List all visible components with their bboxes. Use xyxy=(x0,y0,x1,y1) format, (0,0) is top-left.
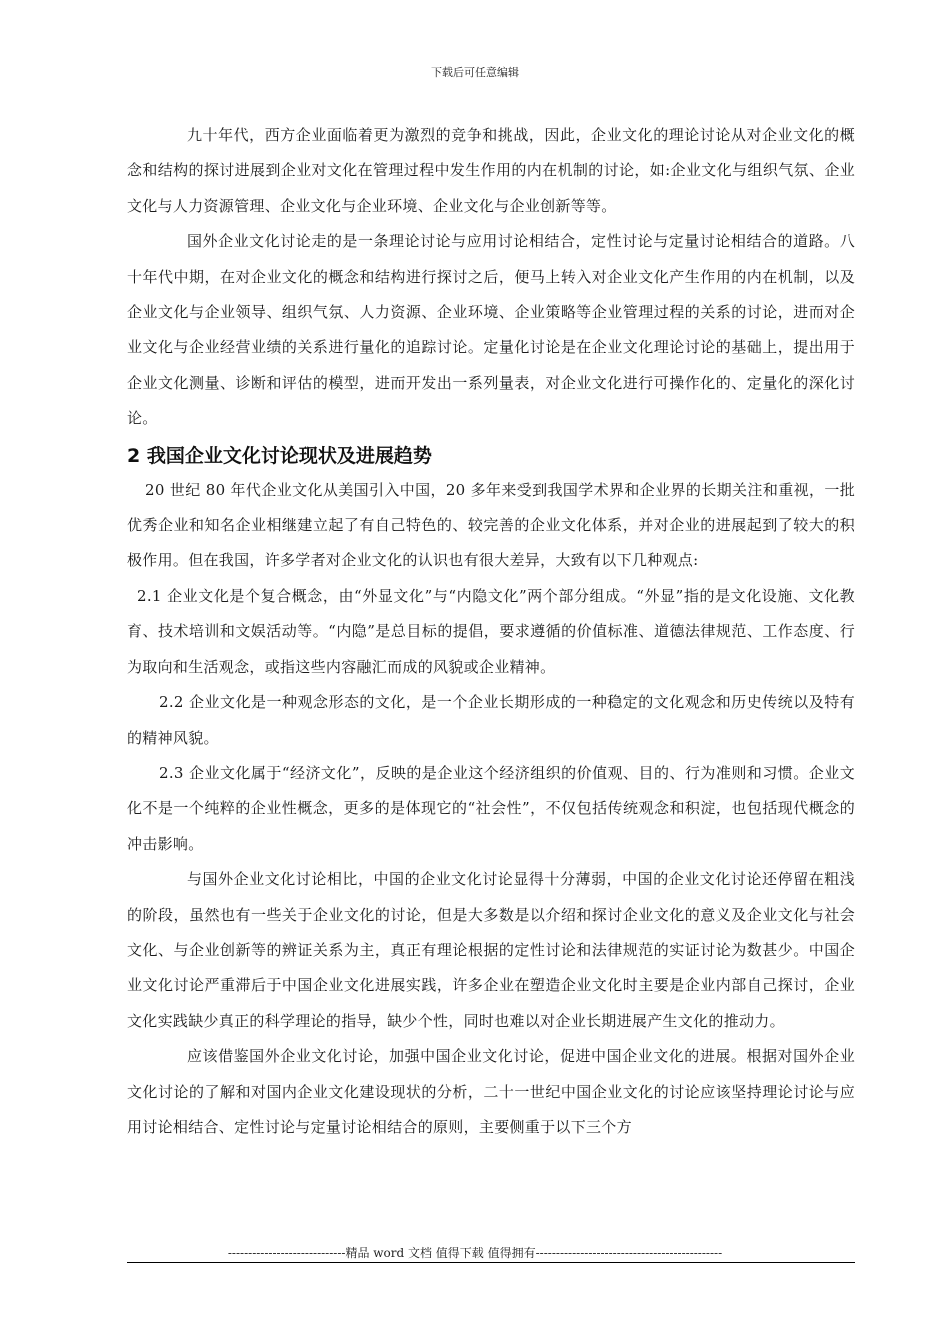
document-body xyxy=(127,118,855,1145)
paragraph-1: 九十年代，西方企业面临着更为激烈的竞争和挑战，因此，企业文化的理论讨论从对企业文化的概念和结构的探讨进展到企业对文化在管理过程中发生作用的内在机制的讨论，如:企业文化与组织气氛、企业文化与人力资源管理、企业文化与企业环境、企业文化与企业创新等等。 xyxy=(127,126,855,215)
paragraph-5: 2.2 企业文化是一种观念形态的文化，是一个企业长期形成的一种稳定的文化观念和历史传统以及特有的精神风貌。 xyxy=(127,693,855,747)
footer-divider xyxy=(127,1262,855,1263)
paragraph-8: 应该借鉴国外企业文化讨论，加强中国企业文化讨论，促进中国企业文化的进展。根据对国外企业文化讨论的了解和对国内企业文化建设现状的分析，二十一世纪中国企业文化的讨论应该坚持理论讨论与应用讨论相结合、定性讨论与定量讨论相结合的原则，主要侧重于以下三个方 xyxy=(127,1047,855,1136)
paragraph-6: 2.3 企业文化属于“经济文化”，反映的是企业这个经济组织的价值观、目的、行为准则和习惯。企业文化不是一个纯粹的企业性概念，更多的是体现它的“社会性”，不仅包括传统观念和积淀，也包括现代概念的冲击影响。 xyxy=(127,763,855,853)
paragraph-3: 20 世纪 80 年代企业文化从美国引入中国，20 多年来受到我国学术界和企业界的长期关注和重视，一批优秀企业和知名企业相继建立起了有自己特色的、较完善的企业文化体系，并对企业的进展起到了较大的积极作用。但在我国，许多学者对企业文化的认识也有很大差异，大致有以下几种观点: xyxy=(127,480,855,570)
paragraph-4: 2.1 企业文化是个复合概念，由“外显文化”与“内隐文化”两个部分组成。“外显”指的是文化设施、文化教育、技术培训和文娱活动等。“内隐”是总目标的提倡，要求遵循的价值标准、道德法律规范、工作态度、行为取向和生活观念，或指这些内容融汇而成的风貌或企业精神。 xyxy=(127,586,855,676)
page-footer: -----------------------------精品 word 文档 值得下载 值得拥有---------------------------------------------- xyxy=(227,1246,723,1260)
paragraph-2: 国外企业文化讨论走的是一条理论讨论与应用讨论相结合，定性讨论与定量讨论相结合的道路。八十年代中期，在对企业文化的概念和结构进行探讨之后，便马上转入对企业文化产生作用的内在机制，以及企业文化与企业领导、组织气氛、人力资源、企业环境、企业策略等企业管理过程的关系的讨论，进而对企业文化与企业经营业绩的关系进行量化的追踪讨论。定量化讨论是在企业文化理论讨论的基础上，提出用于企业文化测量、诊断和评估的模型，进而开发出一系列量表，对企业文化进行可操作化的、定量化的深化讨论。 xyxy=(127,232,855,428)
paragraph-7: 与国外企业文化讨论相比，中国的企业文化讨论显得十分薄弱，中国的企业文化讨论还停留在粗浅的阶段，虽然也有一些关于企业文化的讨论，但是大多数是以介绍和探讨企业文化的意义及企业文化与社会文化、与企业创新等的辨证关系为主，真正有理论根据的定性讨论和法律规范的实证讨论为数甚少。中国企业文化讨论严重滞后于中国企业文化进展实践，许多企业在塑造企业文化时主要是企业内部自己探讨，企业文化实践缺少真正的科学理论的指导，缺少个性，同时也难以对企业长期进展产生文化的推动力。 xyxy=(127,870,855,1030)
page-header: 下载后可任意编辑 xyxy=(431,66,519,79)
section-heading: 2 我国企业文化讨论现状及进展趋势 xyxy=(127,444,432,467)
